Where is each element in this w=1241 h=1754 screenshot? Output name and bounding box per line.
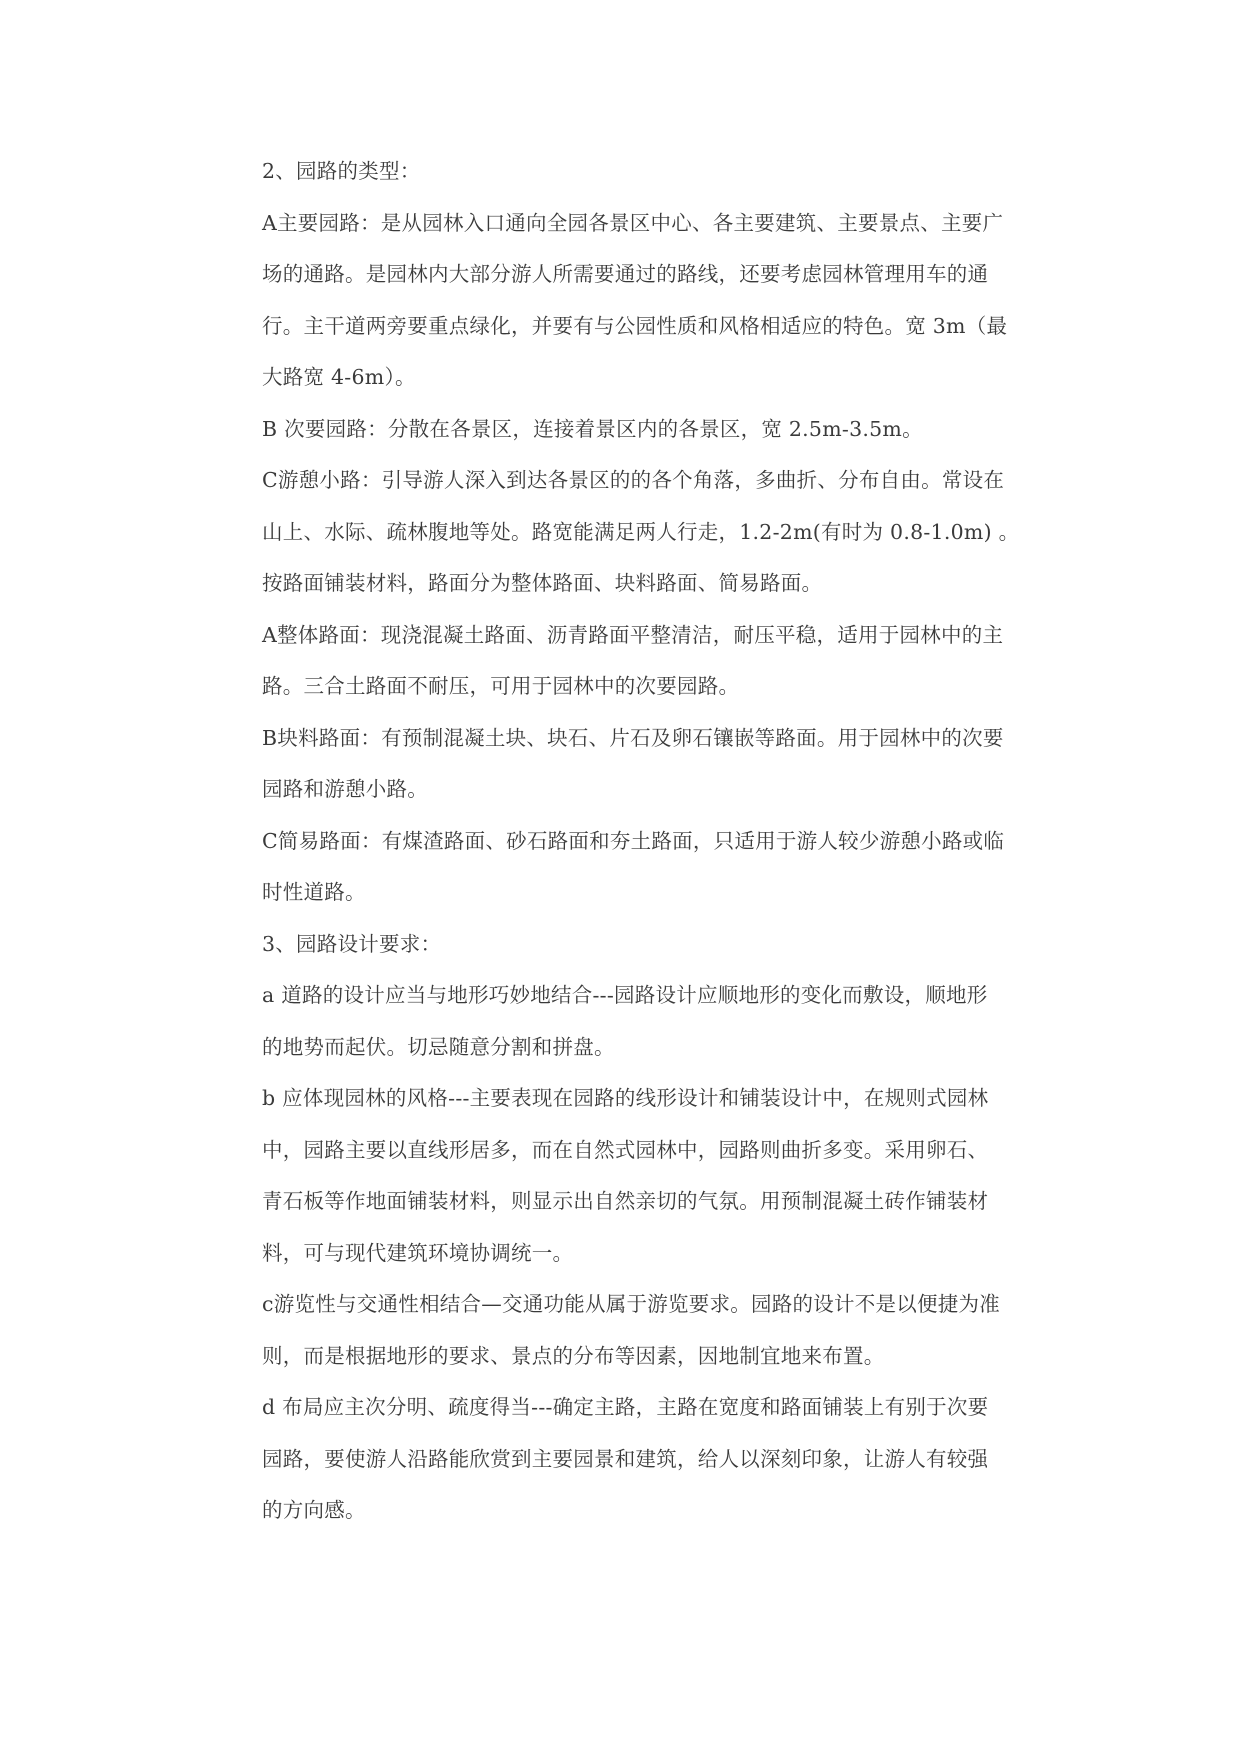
paragraph-line: 按路面铺装材料，路面分为整体路面、块料路面、简易路面。 (262, 571, 823, 595)
paragraph-line: 时性道路。 (262, 880, 366, 904)
paragraph-line: 园路，要使游人沿路能欣赏到主要园景和建筑，给人以深刻印象，让游人有较强 (262, 1446, 989, 1471)
paragraph-line: B块料路面：有预制混凝土块、块石、片石及卵石镶嵌等路面。用于园林中的次要 (262, 725, 1004, 750)
paragraph-line: b 应体现园林的风格---主要表现在园路的线形设计和铺装设计中，在规则式园林 (262, 1086, 989, 1110)
heading-road-types: 2、园路的类型： (262, 159, 421, 183)
paragraph-line: 行。主干道两旁要重点绿化，并要有与公园性质和风格相适应的特色。宽 3m（最 (262, 313, 1008, 338)
paragraph-line: 路。三合土路面不耐压，可用于园林中的次要园路。 (262, 674, 740, 698)
paragraph-line: C游憩小路：引导游人深入到达各景区的的各个角落，多曲折、分布自由。常设在 (262, 468, 1005, 492)
heading-design-requirements: 3、园路设计要求： (262, 931, 442, 956)
paragraph-line: A整体路面：现浇混凝土路面、沥青路面平整清洁，耐压平稳，适用于园林中的主 (262, 622, 1004, 647)
paragraph-line: C简易路面：有煤渣路面、砂石路面和夯土路面，只适用于游人较少游憩小路或临 (262, 828, 1005, 853)
paragraph-line: 大路宽 4-6m）。 (262, 365, 416, 389)
paragraph-line: 山上、水际、疏林腹地等处。路宽能满足两人行走，1.2-2m(有时为 0.8-1.0m) 。 (262, 519, 1020, 544)
paragraph-line: B 次要园路：分散在各景区，连接着景区内的各景区，宽 2.5m-3.5m。 (262, 416, 923, 441)
paragraph-line: a 道路的设计应当与地形巧妙地结合---园路设计应顺地形的变化而敷设，顺地形 (262, 983, 988, 1007)
paragraph-line: c游览性与交通性相结合—交通功能从属于游览要求。园路的设计不是以便捷为准 (262, 1292, 1000, 1316)
paragraph-line: 青石板等作地面铺装材料，则显示出自然亲切的气氛。用预制混凝土砖作铺装材 (262, 1189, 989, 1213)
paragraph-line: 则，而是根据地形的要求、景点的分布等因素，因地制宜地来布置。 (262, 1343, 885, 1368)
paragraph-line: 料，可与现代建筑环境协调统一。 (262, 1240, 574, 1265)
paragraph-line: 园路和游憩小路。 (262, 777, 428, 801)
paragraph-line: A主要园路：是从园林入口通向全园各景区中心、各主要建筑、主要景点、主要广 (262, 210, 1004, 235)
paragraph-line: 中，园路主要以直线形居多，而在自然式园林中，园路则曲折多变。采用卵石、 (262, 1137, 989, 1162)
paragraph-line: 的地势而起伏。切忌随意分割和拼盘。 (262, 1034, 615, 1059)
paragraph-line: d 布局应主次分明、疏度得当---确定主路，主路在宽度和路面铺装上有别于次要 (262, 1395, 989, 1419)
paragraph-line: 场的通路。是园林内大部分游人所需要通过的路线，还要考虑园林管理用车的通 (262, 262, 989, 286)
document-body (262, 146, 1038, 1537)
paragraph-line: 的方向感。 (262, 1498, 366, 1522)
